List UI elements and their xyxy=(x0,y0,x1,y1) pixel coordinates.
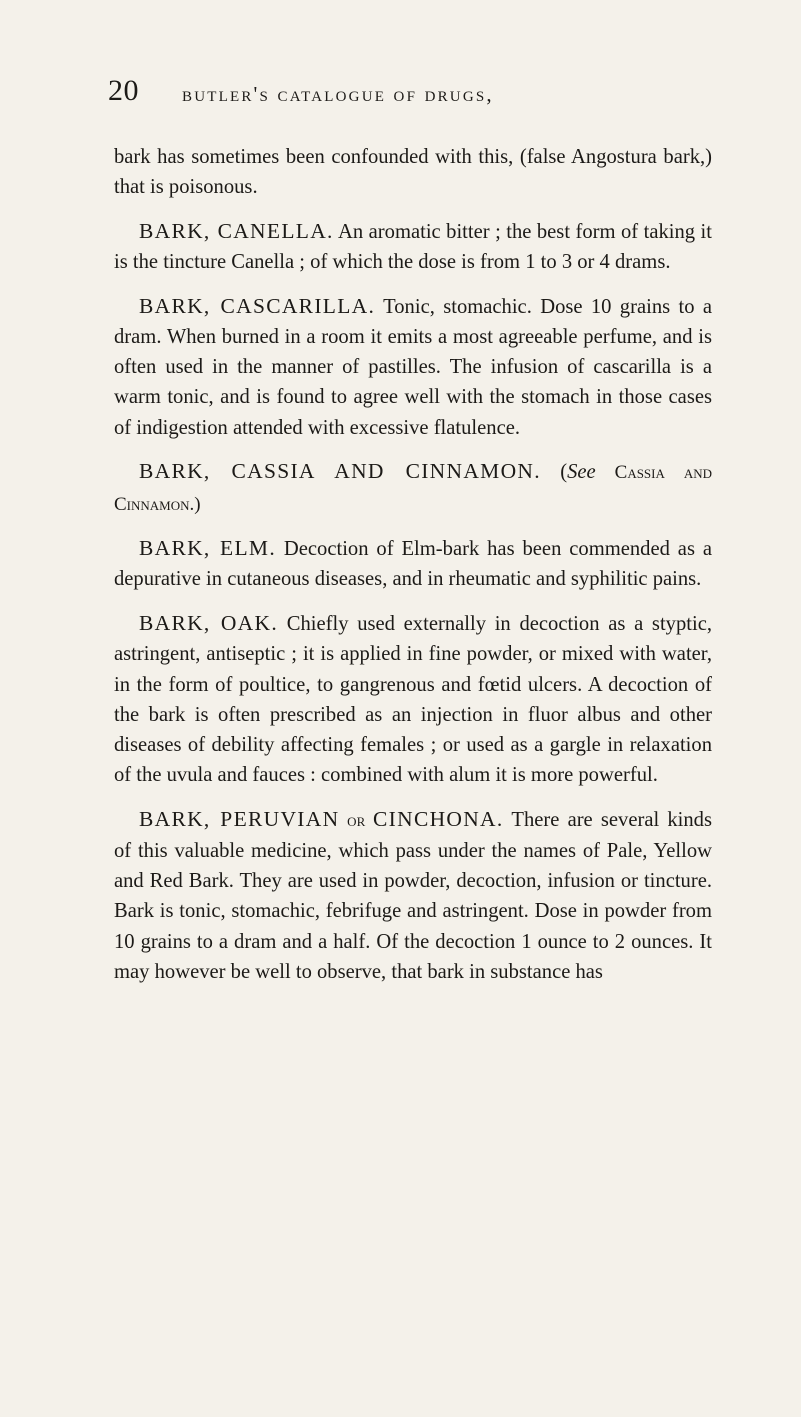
entry-text: Tonic, stomachic. Dose 10 grains to a dram. When burned in a room it emits a most agreeable perfume, and is often used in the manner of pastilles. The infusion of cascarilla is a warm tonic, and is found to agree well with the stomach in those cases of indigestion attended with excessive flatulence. xyxy=(114,295,712,439)
entry-text: Chiefly used externally in decoction as a styptic, astringent, antiseptic ; it is applied in fine powder, or mixed with water, in the form of poultice, to gangrenous and fœtid ulcers. A decoction of the bark is often prescribed as an injection in fluor albus and other diseases of debility affecting females ; or used as a gargle in relaxation of the uvula and fauces : combined with alum it is more powerful. xyxy=(114,613,712,787)
entry-text: Decoction of Elm-bark has been commended as a depurative in cutaneous diseases, and in rheumatic and syphilitic pains. xyxy=(114,538,712,591)
entry-headword-alt: CINCHONA. xyxy=(373,806,504,831)
entry-bark-canella xyxy=(114,216,712,277)
entry-headword: BARK, OAK. xyxy=(139,611,279,636)
entry-text: There are several kinds of this valuable medicine, which pass under the names of Pale, Yellow and Red Bark. They are used in powder, decoction, infusion or tincture. Bark is tonic, stomachic, febrifuge and astringent. Dose in powder from 10 grains to a dram and a half. Of the decoction 1 ounce to 2 ounces. It may however be well to observe, that bark in substance has xyxy=(114,808,712,983)
page-number: 20 xyxy=(108,74,139,107)
see-reference: See xyxy=(567,461,596,484)
entry-headword: BARK, CANELLA. xyxy=(139,218,334,243)
entry-headword: BARK, CASCARILLA. xyxy=(139,293,376,318)
entry-headword: BARK, PERUVIAN xyxy=(139,806,340,831)
entry-headword: BARK, ELM. xyxy=(139,536,276,561)
page-header xyxy=(108,74,708,124)
entry-bark-peruvian xyxy=(114,804,712,987)
entry-continuation xyxy=(114,142,712,202)
cross-reference: Cassia and Cinnamon.) xyxy=(114,462,712,515)
page-body xyxy=(114,142,712,1001)
entry-text-open: ( xyxy=(540,461,568,484)
entry-bark-elm xyxy=(114,533,712,594)
running-head: butler's catalogue of drugs, xyxy=(182,82,494,106)
entry-headword: BARK, CASSIA AND CINNAMON. xyxy=(139,459,541,484)
entry-bark-cascarilla xyxy=(114,291,712,443)
headword-or: or xyxy=(339,809,374,831)
entry-text: An aromatic bitter ; the best form of taking it is the tincture Canella ; of which the dose is from 1 to 3 or 4 drams. xyxy=(114,220,712,274)
entry-bark-cassia-cinnamon xyxy=(114,456,712,519)
entry-text: bark has sometimes been confounded with this, (false Angostura bark,) that is poisonous. xyxy=(114,146,712,199)
entry-bark-oak xyxy=(114,608,712,790)
